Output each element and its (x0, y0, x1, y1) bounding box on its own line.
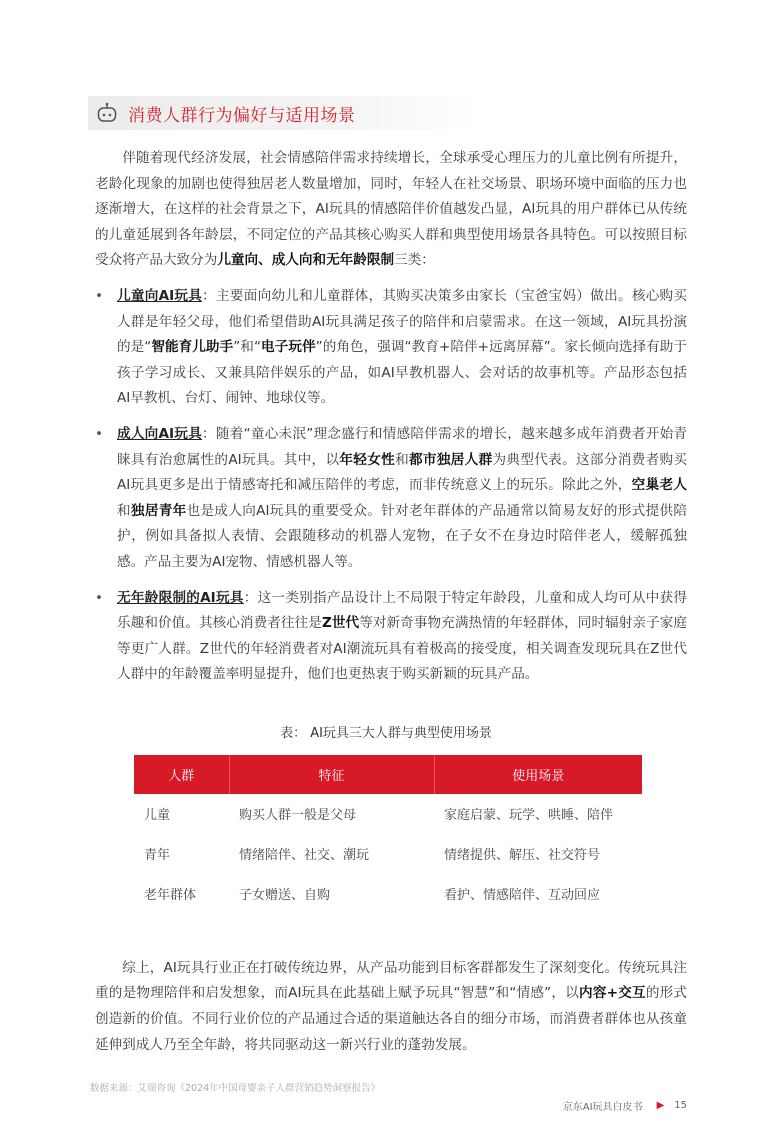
bullet-bold: 空巢老人 (631, 477, 688, 494)
table-cell: 购买人群一般是父母 (239, 808, 357, 824)
conclusion-text: 综上，AI玩具行业正在打破传统边界，从产品功能到目标客群都发生了深刻变化。传统玩具注重的是物理陪伴和启发想象，而AI玩具在此基础上赋予玩具“智慧”和“情感”，以 (95, 959, 687, 1002)
bullet-adults (95, 422, 687, 576)
table-row (134, 874, 642, 914)
page-number: 15 (674, 1100, 687, 1112)
column-header: 使用场景 (434, 755, 642, 794)
bullet-text: ：主要面向幼儿和儿童群体，其购买决策多由家长（宝爸宝妈）做出。核心购买人群是年轻父母，他们希望借助AI玩具满足孩子的陪伴和启蒙需求。在这一领域，AI玩具扮演的是“ (117, 287, 688, 356)
table-cell: 看护、情感陪伴、互动回应 (444, 888, 601, 904)
table-caption: 表： AI玩具三大人群与典型使用场景 (280, 725, 492, 741)
conclusion-paragraph (95, 956, 687, 1058)
bullet-bold: 都市独居人群 (408, 451, 493, 468)
bullet-lead: 无年龄限制的AI玩具 (117, 589, 244, 606)
bullet-dot: • (95, 425, 104, 442)
intro-bold: 儿童向、成人向和无年龄限制 (217, 252, 395, 269)
bullet-bold: 独居青年 (130, 502, 187, 519)
bullet-text: ：这一类别指产品设计上不局限于特定年龄段，儿童和成人均可从中获得乐趣和价值。其核心消费者往往是 (117, 589, 688, 632)
column-header: 人群 (134, 755, 229, 794)
column-header: 特征 (229, 755, 434, 794)
bullet-dot: • (95, 589, 104, 606)
book-title: 京东AI玩具白皮书 (562, 1102, 643, 1114)
table-cell: 儿童 (144, 808, 171, 824)
bullet-text: ：随着“童心未泯”理念盛行和情感陪伴需求的增长，越来越多成年消费者开始青睐具有治愈属性的AI玩具。其中，以 (117, 425, 688, 468)
table-cell: 情绪提供、解压、社交符号 (444, 848, 601, 864)
section-header (88, 96, 478, 130)
bullet-lead: 成人向AI玩具 (117, 425, 203, 442)
bullet-dot: • (95, 287, 104, 304)
table-row (134, 834, 642, 874)
intro-paragraph (95, 146, 687, 274)
robot-icon (96, 102, 118, 124)
page-footer (563, 1098, 687, 1113)
bullet-children (95, 284, 687, 412)
intro-tail: 三类： (394, 252, 435, 269)
conclusion-bold: 内容+交互 (579, 985, 646, 1002)
bullet-text: ”的角色，强调“教育+陪伴+远离屏幕”。家长倾向选择有助于孩子学习成长、又兼具陪伴娱乐的产品，如AI早教机器人、会对话的故事机等。产品形态包括AI早教机、台灯、闹钟、地球仪等。 (117, 339, 688, 407)
triangle-icon: ▶ (656, 1100, 665, 1112)
bullet-bold: 年轻女性 (339, 451, 396, 468)
bullet-text: 和 (395, 451, 409, 468)
bullet-lead: 儿童向AI玩具 (117, 287, 203, 304)
bullet-text: 等对新奇事物充满热情的年轻群体，同时辐射亲子家庭等更广人群。Z世代的年轻消费者对AI潮流玩具有着极高的接受度，相关调查发现玩具在Z世代人群中的年龄覆盖率明显提升，他们也更热衷于购买新颖的玩具产品。 (117, 615, 688, 683)
section-title: 消费人群行为偏好与适用场景 (128, 105, 356, 126)
bullet-text: ”和“ (233, 339, 261, 356)
table-cell: 情绪陪伴、社交、潮玩 (239, 848, 370, 864)
data-source: 数据来源：艾瑞咨询《2024年中国母婴亲子人群营销趋势洞察报告》 (90, 1083, 381, 1095)
table-cell: 老年群体 (144, 888, 197, 904)
conclusion-text: 的形式创造新的价值。不同行业价位的产品通过合适的渠道触达各自的细分市场，而消费者群体也从孩童延伸到成人乃至全年龄，将共同驱动这一新兴行业的蓬勃发展。 (95, 985, 688, 1053)
page-bottom (90, 1080, 687, 1113)
bullet-bold: Z世代 (321, 615, 360, 632)
bullet-text: 为典型代表。这部分消费者购买AI玩具更多是出于情感寄托和减压陪伴的考虑，而非传统意义上的玩乐。除此之外， (117, 451, 688, 494)
table-cell: 子女赠送、自购 (239, 888, 331, 904)
bullet-bold: 智能育儿助手 (151, 339, 234, 356)
table-cell: 家庭启蒙、玩学、哄睡、陪伴 (444, 808, 614, 824)
bullet-text: 和 (117, 502, 131, 519)
bullet-all-ages (95, 586, 687, 688)
bullet-bold: 电子玩伴 (261, 339, 316, 356)
table-row (134, 794, 642, 834)
audience-table (134, 755, 642, 914)
table-cell: 青年 (144, 848, 171, 864)
bullet-text: 也是成人向AI玩具的重要受众。针对老年群体的产品通常以简易友好的形式提供陪护，例如具备拟人表情、会跟随移动的机器人宠物，在子女不在身边时陪伴老人，缓解孤独感。产品主要为AI宠物、情感机器人等。 (117, 502, 688, 570)
table-header-row (134, 755, 642, 794)
intro-text: 伴随着现代经济发展，社会情感陪伴需求持续增长，全球承受心理压力的儿童比例有所提升，老龄化现象的加剧也使得独居老人数量增加，同时，年轻人在社交场景、职场环境中面临的压力也逐渐增大，在这样的社会背景之下，AI玩具的情感陪伴价值越发凸显，AI玩具的用户群体已从传统的儿童延展到各年龄层，不同定位的产品其核心购买人群和典型使用场景各具特色。可以按照目标受众将产品大致分为 (95, 150, 687, 269)
